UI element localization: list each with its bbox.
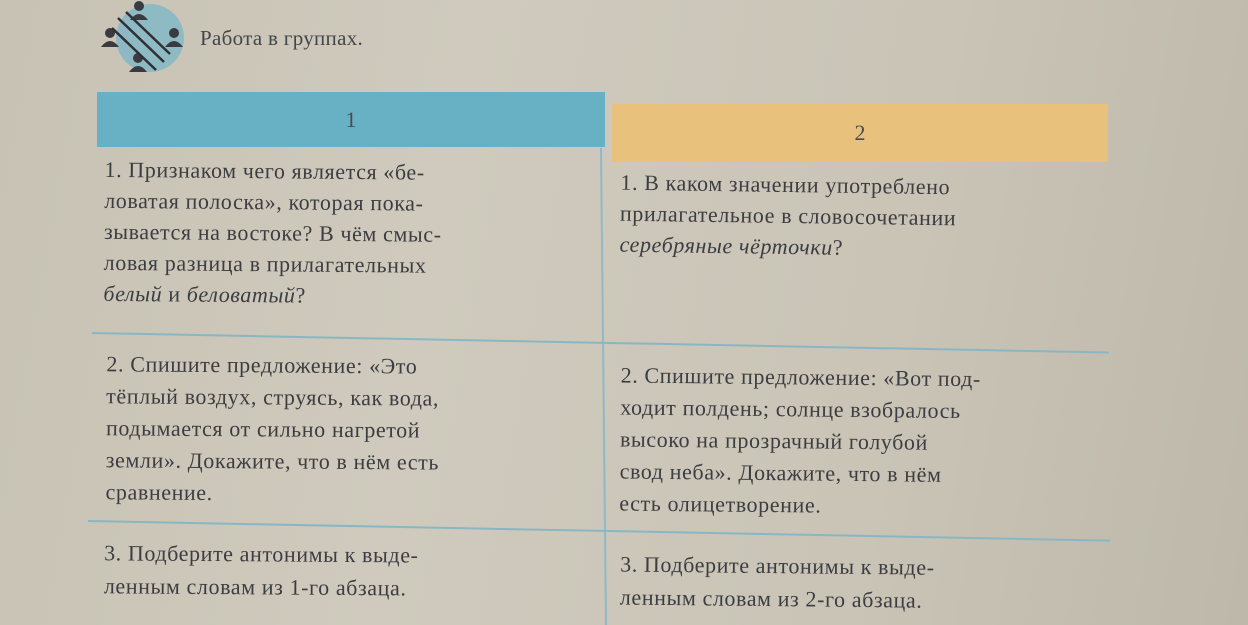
column-header-2: 2	[612, 104, 1108, 162]
text-line: земли». Докажите, что в нём есть	[105, 447, 440, 475]
text-line: 2. Спишите предложение: «Это	[106, 351, 418, 379]
text-line: 3. Подберите антонимы к выде-	[620, 551, 935, 580]
text-line	[103, 278, 595, 313]
highlighted-phrase: серебряные чёрточки	[619, 231, 834, 260]
group-work-icon	[92, 0, 192, 80]
text-line: 3. Подберите антонимы к выде-	[104, 540, 419, 568]
text-line: ловая разница в прилагательных	[103, 249, 427, 278]
column-header-1: 1	[97, 92, 605, 147]
text-line: ловатая полоска», которая пока-	[104, 187, 424, 216]
section-title: Работа в группах.	[200, 26, 364, 50]
task-2-group-1	[105, 348, 594, 511]
task-2-group-2	[619, 359, 1103, 524]
text-segment: ?	[295, 282, 307, 308]
text-line: ленным словам из 2-го абзаца.	[619, 584, 923, 613]
text-line: 1. Признаком чего является «бе-	[104, 156, 425, 185]
text-line: ленным словам из 1-го абзаца.	[103, 573, 407, 601]
text-segment: ?	[832, 234, 844, 260]
text-line: есть олицетворение.	[619, 490, 822, 518]
text-line: подымается от сильно нагретой	[105, 415, 421, 443]
text-line: свод неба». Докажите, что в нём	[619, 458, 942, 487]
text-line: ходит полдень; солнце взобралось	[620, 394, 961, 424]
task-1-group-1	[103, 154, 596, 313]
task-1-group-2	[619, 167, 1100, 267]
text-line: прилагательное в словосочетании	[619, 200, 957, 231]
task-3-group-1	[104, 536, 594, 605]
highlighted-word: белый	[103, 280, 163, 307]
text-segment: и	[162, 281, 187, 307]
task-3-group-2	[620, 547, 1103, 618]
text-line: зывается на востоке? В чём смыс-	[103, 218, 442, 247]
column-divider	[600, 148, 607, 625]
text-line: сравнение.	[105, 479, 213, 506]
text-line: 1. В каком значении употреблено	[620, 169, 951, 200]
text-line	[619, 229, 1099, 267]
text-line: высоко на прозрачный голубой	[619, 426, 929, 455]
highlighted-word: беловатый	[186, 281, 296, 308]
text-line: 2. Спишите предложение: «Вот под-	[620, 362, 982, 392]
text-line: тёплый воздух, струясь, как вода,	[106, 383, 440, 411]
